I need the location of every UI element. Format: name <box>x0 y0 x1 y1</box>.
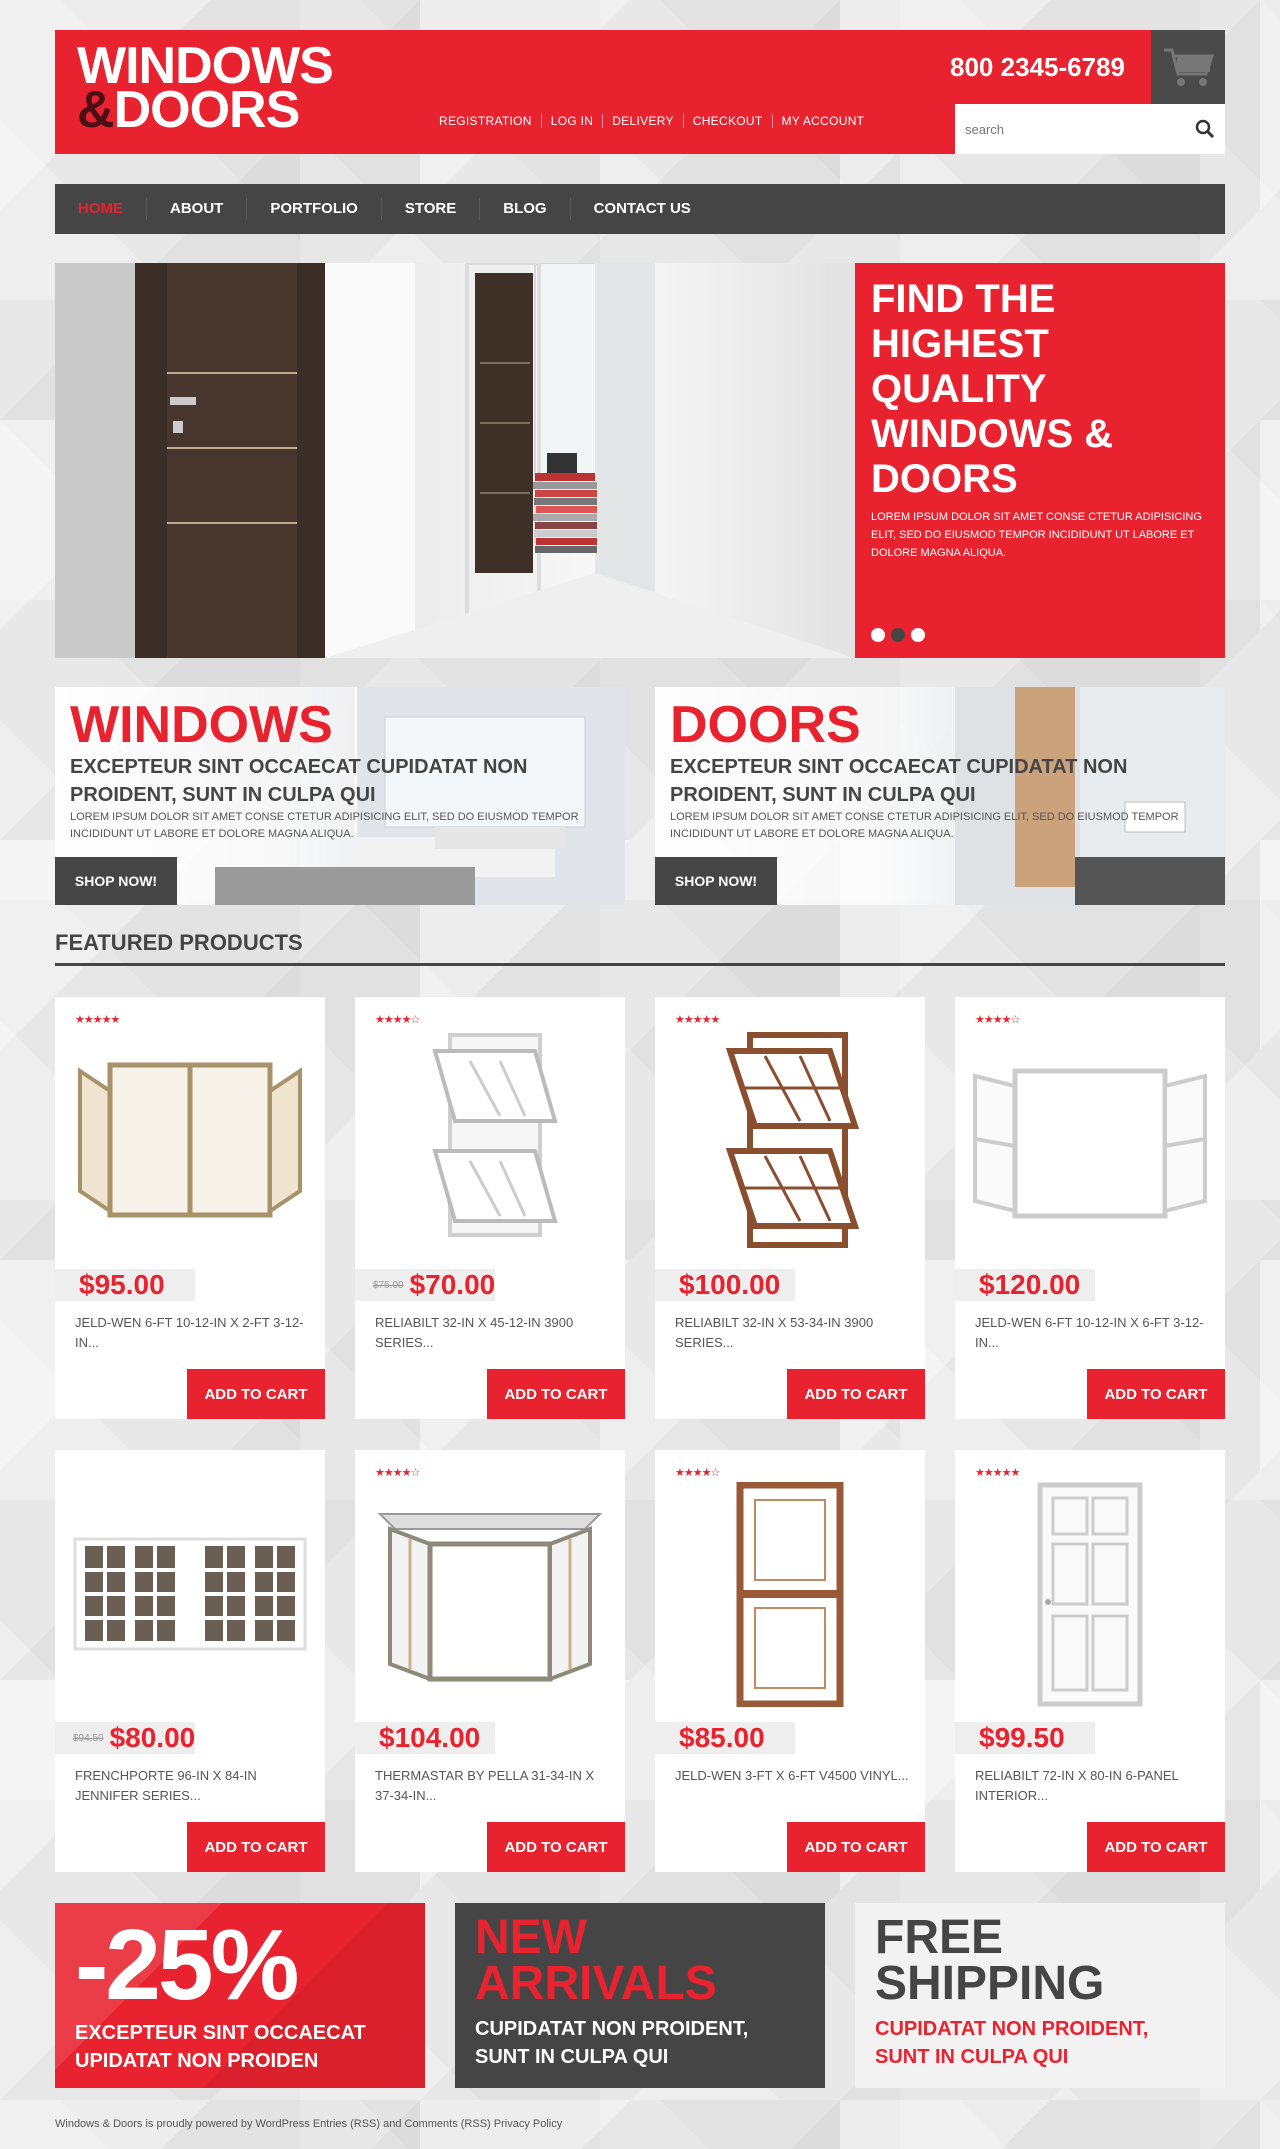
rating-stars: ★★★★★ <box>75 1014 120 1026</box>
windows-banner-text: LOREM IPSUM DOLOR SIT AMET CONSE CTETUR ADIPISICING ELIT, SED DO EIUSMOD TEMPOR INCIDIDUNT UT LABORE ET DOLORE MAGNA ALIQUA. <box>70 811 579 840</box>
add-to-cart-button[interactable]: ADD TO CART <box>187 1822 325 1872</box>
header <box>55 30 1225 154</box>
windows-banner[interactable] <box>55 687 625 905</box>
price: $99.50 <box>979 1722 1065 1753</box>
rating-stars: ★★★★☆ <box>375 1467 420 1479</box>
add-to-cart-button[interactable]: ADD TO CART <box>1087 1369 1225 1419</box>
nav-portfolio[interactable]: PORTFOLIO <box>246 198 381 220</box>
add-to-cart-button[interactable]: ADD TO CART <box>487 1369 625 1419</box>
product-image[interactable] <box>965 1031 1215 1251</box>
old-price: $94.50 <box>73 1732 104 1744</box>
my-account-link[interactable]: MY ACCOUNT <box>772 114 874 128</box>
windows-banner-title: WINDOWS <box>70 696 333 754</box>
new-arrivals-text: CUPIDATAT NON PROIDENT, SUNT IN CULPA QUI <box>475 2018 749 2068</box>
windows-banner-subtitle: EXCEPTEUR SINT OCCAECAT CUPIDATAT NON PROIDENT, SUNT IN CULPA QUI <box>70 756 528 806</box>
logo-line2: DOORS <box>113 81 300 139</box>
add-to-cart-button[interactable]: ADD TO CART <box>1087 1822 1225 1872</box>
phone-number: 800 2345-6789 <box>950 52 1125 82</box>
product-image[interactable] <box>665 1031 915 1251</box>
product-card[interactable] <box>955 1450 1225 1872</box>
product-card[interactable] <box>355 1450 625 1872</box>
new-arrivals-title: NEW ARRIVALS <box>475 1911 717 2010</box>
hero-scene <box>55 263 855 658</box>
product-name[interactable]: RELIABILT 32-IN X 45-12-IN 3900 SERIES... <box>375 1315 574 1350</box>
price-row <box>355 1269 495 1301</box>
footer-text: is proudly powered by <box>142 2118 256 2130</box>
doors-banner-subtitle: EXCEPTEUR SINT OCCAECAT CUPIDATAT NON PROIDENT, SUNT IN CULPA QUI <box>670 756 1128 806</box>
new-arrivals-box[interactable] <box>455 1903 825 2088</box>
add-to-cart-button[interactable]: ADD TO CART <box>787 1369 925 1419</box>
product-name[interactable]: RELIABILT 72-IN X 80-IN 6-PANEL INTERIOR... <box>975 1768 1179 1803</box>
price-row <box>955 1722 1095 1754</box>
product-name[interactable]: JELD-WEN 3-FT X 6-FT V4500 VINYL... <box>675 1768 909 1783</box>
rating-stars: ★★★★★ <box>675 1014 720 1026</box>
product-name[interactable]: JELD-WEN 6-FT 10-12-IN X 2-FT 3-12-IN... <box>75 1315 304 1350</box>
price: $104.00 <box>379 1722 481 1753</box>
slider-dot-2[interactable] <box>891 628 905 642</box>
hero-slider <box>55 263 1225 658</box>
add-to-cart-button[interactable]: ADD TO CART <box>787 1822 925 1872</box>
hero-text: LOREM IPSUM DOLOR SIT AMET CONSE CTETUR ADIPISICING ELIT, SED DO EIUSMOD TEMPOR INCIDIDUNT UT LABORE ET DOLORE MAGNA ALIQUA. <box>871 511 1202 559</box>
product-image[interactable] <box>65 1031 315 1251</box>
discount-value: -25% <box>75 1909 297 2021</box>
price: $120.00 <box>979 1269 1081 1300</box>
search-icon[interactable] <box>1185 119 1225 139</box>
doors-banner[interactable] <box>655 687 1225 905</box>
rating-stars: ★★★★★ <box>975 1467 1020 1479</box>
product-grid <box>55 997 1225 1872</box>
cart-icon <box>1162 46 1214 88</box>
cart-button[interactable] <box>1151 30 1225 104</box>
category-banners <box>55 687 1225 905</box>
shop-windows-button[interactable]: SHOP NOW! <box>55 857 177 905</box>
price: $70.00 <box>409 1269 496 1300</box>
rating-stars: ★★★★☆ <box>975 1014 1020 1026</box>
product-card[interactable] <box>55 1450 325 1872</box>
rating-stars: ★★★★☆ <box>375 1014 420 1026</box>
price-row <box>655 1722 795 1754</box>
product-image[interactable] <box>365 1031 615 1251</box>
price-row <box>655 1269 795 1301</box>
free-shipping-box[interactable] <box>855 1903 1225 2088</box>
rating-stars: ★★★★☆ <box>675 1467 720 1479</box>
top-links <box>430 114 873 128</box>
slider-dot-3[interactable] <box>911 628 925 642</box>
product-card[interactable] <box>655 997 925 1419</box>
price: $80.00 <box>109 1722 196 1753</box>
add-to-cart-button[interactable]: ADD TO CART <box>487 1822 625 1872</box>
price-row <box>955 1269 1095 1301</box>
price: $100.00 <box>679 1269 781 1300</box>
product-image[interactable] <box>665 1484 915 1704</box>
product-image[interactable] <box>965 1484 1215 1704</box>
featured-title: FEATURED PRODUCTS <box>55 930 303 955</box>
product-image[interactable] <box>65 1484 315 1704</box>
registration-link[interactable]: REGISTRATION <box>439 114 532 128</box>
slider-pagination <box>871 628 925 642</box>
main-nav <box>55 184 1225 234</box>
promo-boxes <box>55 1903 1225 2088</box>
nav-contact-us[interactable]: CONTACT US <box>570 198 714 220</box>
free-shipping-text: CUPIDATAT NON PROIDENT, SUNT IN CULPA QUI <box>875 2018 1149 2068</box>
product-name[interactable]: RELIABILT 32-IN X 53-34-IN 3900 SERIES... <box>675 1315 874 1350</box>
search-input[interactable] <box>955 104 1185 154</box>
doors-banner-text: LOREM IPSUM DOLOR SIT AMET CONSE CTETUR ADIPISICING ELIT, SED DO EIUSMOD TEMPOR INCIDIDUNT UT LABORE ET DOLORE MAGNA ALIQUA. <box>670 811 1179 840</box>
hero-caption <box>855 263 1225 658</box>
product-name[interactable]: FRENCHPORTE 96-IN X 84-IN JENNIFER SERIES... <box>75 1768 257 1803</box>
checkout-link[interactable]: CHECKOUT <box>683 114 772 128</box>
delivery-link[interactable]: DELIVERY <box>602 114 683 128</box>
nav-blog[interactable]: BLOG <box>479 198 569 220</box>
price: $85.00 <box>679 1722 765 1753</box>
site-logo[interactable] <box>77 37 333 139</box>
product-name[interactable]: THERMASTAR BY PELLA 31-34-IN X 37-34-IN... <box>375 1768 595 1803</box>
price-row <box>355 1722 495 1754</box>
product-card[interactable] <box>55 997 325 1419</box>
slider-dot-1[interactable] <box>871 628 885 642</box>
footer-entries-rss-link[interactable]: Entries (RSS) <box>312 2118 381 2130</box>
doors-banner-title: DOORS <box>670 696 861 754</box>
nav-about[interactable]: ABOUT <box>146 198 246 220</box>
footer <box>55 2118 1225 2130</box>
add-to-cart-button[interactable]: ADD TO CART <box>187 1369 325 1419</box>
product-card[interactable] <box>955 997 1225 1419</box>
discount-text: EXCEPTEUR SINT OCCAECAT UPIDATAT NON PROIDEN <box>75 2022 366 2072</box>
logo-ampersand: & <box>77 81 114 139</box>
nav-home[interactable]: HOME <box>78 200 123 217</box>
price-row <box>55 1722 195 1754</box>
price-row <box>55 1269 195 1301</box>
product-card[interactable] <box>655 1450 925 1872</box>
product-name[interactable]: JELD-WEN 6-FT 10-12-IN X 6-FT 3-12-IN... <box>975 1315 1204 1350</box>
hero-image-interior <box>55 263 855 658</box>
free-shipping-title: FREE SHIPPING <box>875 1911 1105 2010</box>
price: $95.00 <box>79 1269 165 1300</box>
featured-header <box>55 930 1225 966</box>
logo-line1: WINDOWS <box>77 37 333 95</box>
nav-store[interactable]: STORE <box>381 198 479 220</box>
footer-site-link[interactable]: Windows & Doors <box>55 2118 143 2130</box>
footer-wordpress-link[interactable]: WordPress <box>255 2118 310 2130</box>
search-box <box>955 104 1225 154</box>
footer-privacy-link[interactable]: Privacy Policy <box>493 2118 563 2130</box>
footer-comments-rss-link[interactable]: Comments (RSS) <box>404 2118 491 2130</box>
product-card[interactable] <box>355 997 625 1419</box>
discount-box[interactable] <box>55 1903 425 2088</box>
old-price: $75.00 <box>373 1279 404 1291</box>
hero-title: FIND THE HIGHEST QUALITY WINDOWS & DOORS <box>871 277 1114 501</box>
footer-and: and <box>380 2118 405 2130</box>
shop-doors-button[interactable]: SHOP NOW! <box>655 857 777 905</box>
login-link[interactable]: LOG IN <box>541 114 602 128</box>
product-image[interactable] <box>365 1484 615 1704</box>
